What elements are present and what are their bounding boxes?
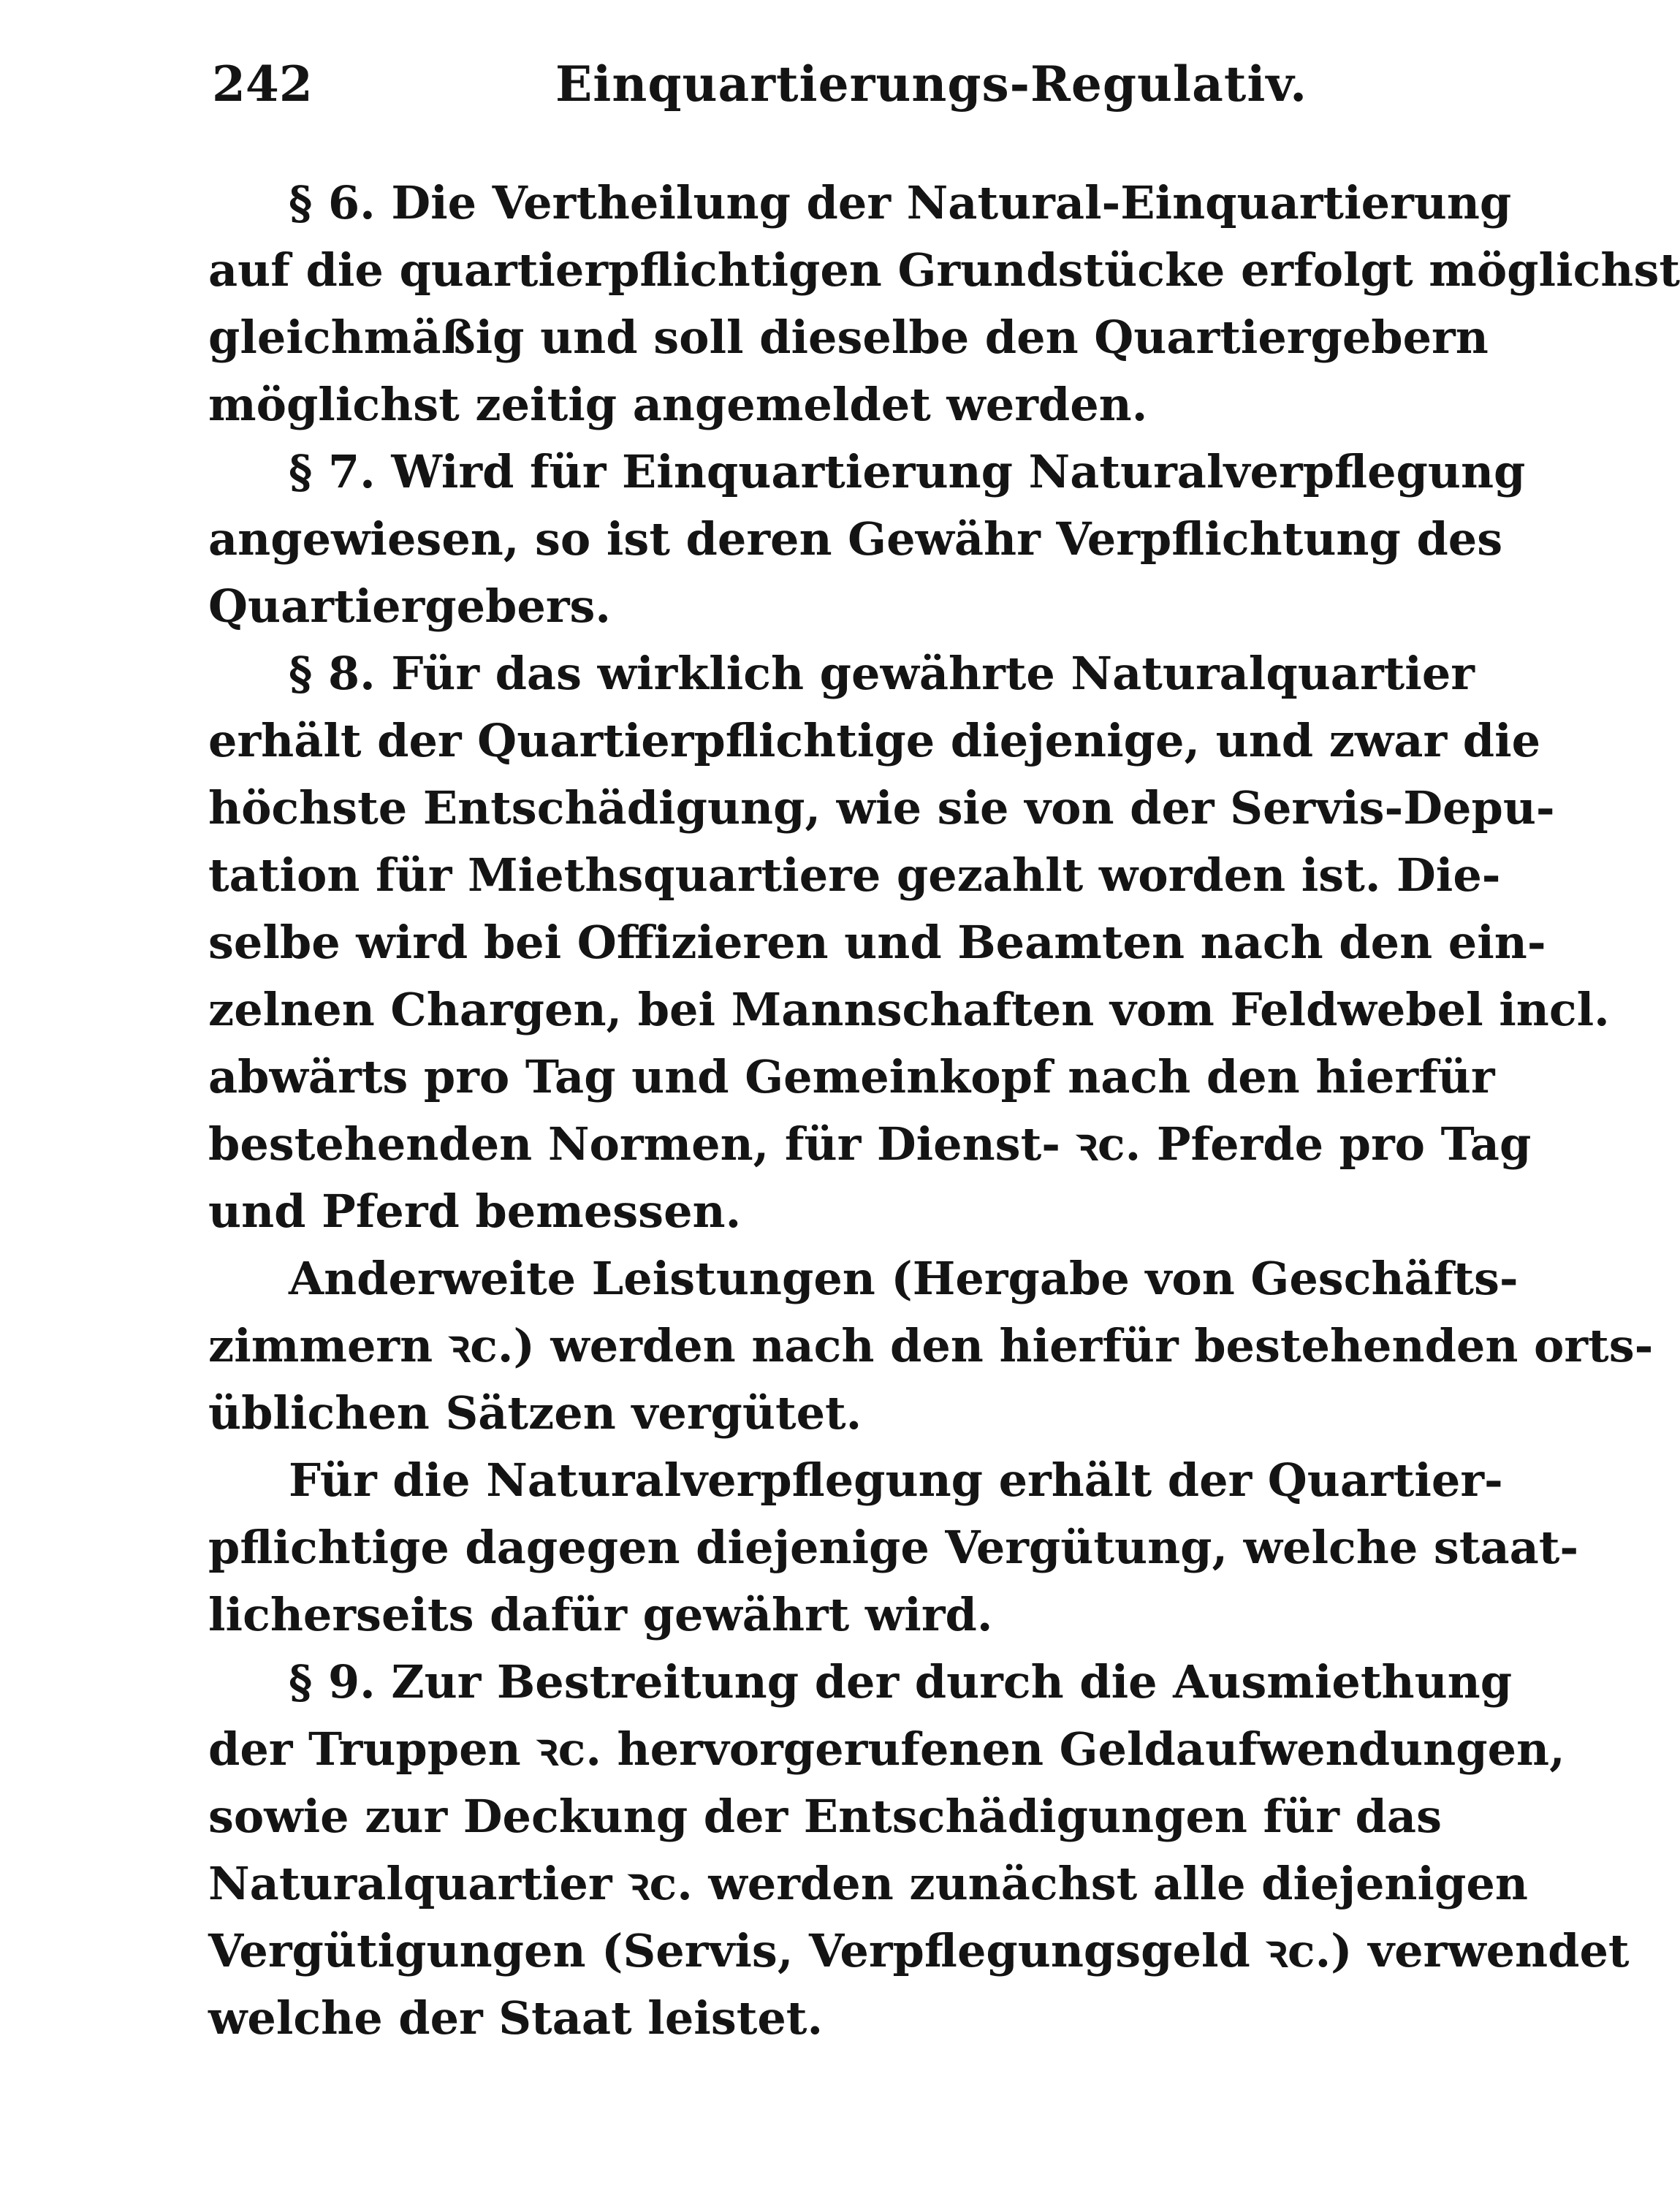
text-line: höchste Entschädigung, wie sie von der Servis-Depu- bbox=[208, 781, 1555, 835]
text-line: abwärts pro Tag und Gemeinkopf nach den hierfür bbox=[208, 1050, 1495, 1103]
paragraph-section-6 bbox=[208, 170, 1680, 438]
text-line: angewiesen, so ist deren Gewähr Verpflichtung des bbox=[208, 512, 1503, 566]
text-line: Quartiergebers. bbox=[208, 580, 611, 633]
text-line: tation für Miethsquartiere gezahlt worden ist. Die- bbox=[208, 848, 1501, 902]
text-line: Für die Naturalverpflegung erhält der Quartier- bbox=[289, 1454, 1503, 1507]
text-line: § 9. Zur Bestreitung der durch die Ausmiethung bbox=[289, 1655, 1513, 1709]
paragraph-section-8 bbox=[208, 640, 1610, 1245]
text-line: welche der Staat leistet. bbox=[208, 1991, 824, 2045]
text-line: sowie zur Deckung der Entschädigungen für das bbox=[208, 1790, 1442, 1843]
text-line: pflichtige dagegen diejenige Vergütung, welche staat- bbox=[208, 1521, 1579, 1574]
text-line: § 7. Wird für Einquartierung Naturalverpflegung bbox=[289, 445, 1526, 498]
text-line: Vergütigungen (Servis, Verpflegungsgeld ꝛc.) verwendet bbox=[208, 1924, 1630, 1977]
paragraph-section-9 bbox=[208, 1649, 1630, 2052]
paragraph-provisions bbox=[208, 1447, 1579, 1649]
text-line: auf die quartierpflichtigen Grundstücke erfolgt möglichst bbox=[208, 243, 1680, 297]
text-line: und Pferd bemessen. bbox=[208, 1185, 742, 1238]
text-line: der Truppen ꝛc. hervorgerufenen Geldaufwendungen, bbox=[208, 1722, 1565, 1776]
text-line: erhält der Quartierpflichtige diejenige, und zwar die bbox=[208, 714, 1541, 767]
text-line: § 6. Die Vertheilung der Natural-Einquartierung bbox=[289, 176, 1512, 229]
text-line: zelnen Chargen, bei Mannschaften vom Feldwebel incl. bbox=[208, 983, 1610, 1036]
paragraph-section-7 bbox=[208, 438, 1526, 640]
running-header bbox=[212, 51, 1425, 117]
text-line: möglichst zeitig angemeldet werden. bbox=[208, 378, 1148, 431]
text-line: bestehenden Normen, für Dienst- ꝛc. Pferde pro Tag bbox=[208, 1117, 1532, 1171]
text-line: zimmern ꝛc.) werden nach den hierfür bestehenden orts- bbox=[208, 1319, 1654, 1372]
text-line: gleichmäßig und soll dieselbe den Quartiergebern bbox=[208, 311, 1489, 364]
text-line: selbe wird bei Offizieren und Beamten nach den ein- bbox=[208, 916, 1546, 969]
text-line: § 8. Für das wirklich gewährte Naturalquartier bbox=[289, 647, 1475, 700]
text-line: üblichen Sätzen vergütet. bbox=[208, 1386, 862, 1440]
text-line: Anderweite Leistungen (Hergabe von Geschäfts- bbox=[289, 1252, 1519, 1305]
body-text bbox=[208, 170, 1680, 2052]
text-line: Naturalquartier ꝛc. werden zunächst alle diejenigen bbox=[208, 1857, 1528, 1910]
paragraph-other-services bbox=[208, 1245, 1654, 1447]
page-number: 242 bbox=[212, 56, 313, 113]
text-line: licherseits dafür gewährt wird. bbox=[208, 1588, 993, 1641]
running-title: Einquartierungs-Regulativ. bbox=[555, 56, 1308, 113]
